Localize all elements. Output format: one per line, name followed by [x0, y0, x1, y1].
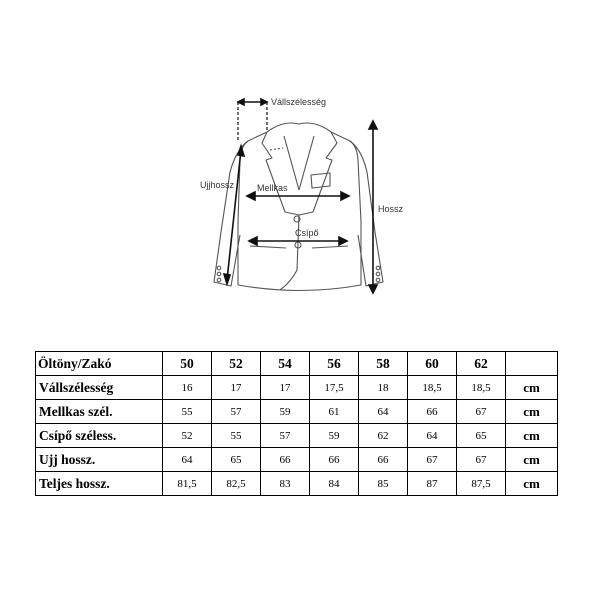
table-row	[36, 400, 558, 424]
table-cell: 64	[408, 424, 457, 448]
row-label: Vállszélesség	[36, 376, 163, 400]
length-label: Hossz	[378, 204, 404, 214]
table-cell: 17	[212, 376, 261, 400]
table-cell: 66	[310, 448, 359, 472]
table-cell: 59	[261, 400, 310, 424]
table-cell: 82,5	[212, 472, 261, 496]
table-cell: 84	[310, 472, 359, 496]
table-cell: 65	[212, 448, 261, 472]
table-cell: 65	[457, 424, 506, 448]
table-cell: 16	[163, 376, 212, 400]
row-label: Csípő széless.	[36, 424, 163, 448]
table-cell: 17,5	[310, 376, 359, 400]
table-header-row	[36, 352, 558, 376]
header-label: Öltöny/Zakó	[36, 352, 163, 376]
table-cell: 18	[359, 376, 408, 400]
sleeve-length-guide	[224, 146, 244, 284]
row-label: Teljes hossz.	[36, 472, 163, 496]
size-header: 56	[310, 352, 359, 376]
jacket-outline	[214, 123, 383, 291]
table-cell: 87	[408, 472, 457, 496]
table-cell: 59	[310, 424, 359, 448]
table-cell: 17	[261, 376, 310, 400]
table-cell: 67	[408, 448, 457, 472]
table-cell: 87,5	[457, 472, 506, 496]
table-cell: 64	[359, 400, 408, 424]
table-cell: 66	[261, 448, 310, 472]
table-cell: 81,5	[163, 472, 212, 496]
table-row	[36, 472, 558, 496]
table-cell: 55	[212, 424, 261, 448]
row-label: Mellkas szél.	[36, 400, 163, 424]
unit-cell: cm	[506, 400, 558, 424]
unit-cell: cm	[506, 448, 558, 472]
size-header: 62	[457, 352, 506, 376]
table-cell: 52	[163, 424, 212, 448]
size-header: 54	[261, 352, 310, 376]
size-header: 60	[408, 352, 457, 376]
unit-cell: cm	[506, 472, 558, 496]
size-header: 50	[163, 352, 212, 376]
table-row	[36, 448, 558, 472]
table-cell: 66	[408, 400, 457, 424]
size-header: 52	[212, 352, 261, 376]
shoulder-width-label: Vállszélesség	[271, 97, 327, 107]
table-cell: 57	[261, 424, 310, 448]
table-cell: 55	[163, 400, 212, 424]
chest-label: Mellkas	[257, 183, 288, 193]
table-cell: 57	[212, 400, 261, 424]
unit-cell: cm	[506, 376, 558, 400]
unit-header-cell	[506, 352, 558, 376]
table-cell: 66	[359, 448, 408, 472]
table-row	[36, 424, 558, 448]
table-cell: 67	[457, 448, 506, 472]
chest-width-guide	[247, 192, 349, 200]
table-cell: 83	[261, 472, 310, 496]
table-cell: 18,5	[408, 376, 457, 400]
table-cell: 85	[359, 472, 408, 496]
table-cell: 64	[163, 448, 212, 472]
table-cell: 61	[310, 400, 359, 424]
measurement-guides	[224, 99, 377, 293]
sleeve-length-label: Ujjhossz	[200, 180, 235, 190]
unit-cell: cm	[506, 424, 558, 448]
table-cell: 18,5	[457, 376, 506, 400]
row-label: Ujj hossz.	[36, 448, 163, 472]
size-chart-table	[35, 351, 558, 496]
hip-label: Csípő	[295, 228, 319, 238]
table-cell: 67	[457, 400, 506, 424]
size-header: 58	[359, 352, 408, 376]
table-row	[36, 376, 558, 400]
table-cell: 62	[359, 424, 408, 448]
